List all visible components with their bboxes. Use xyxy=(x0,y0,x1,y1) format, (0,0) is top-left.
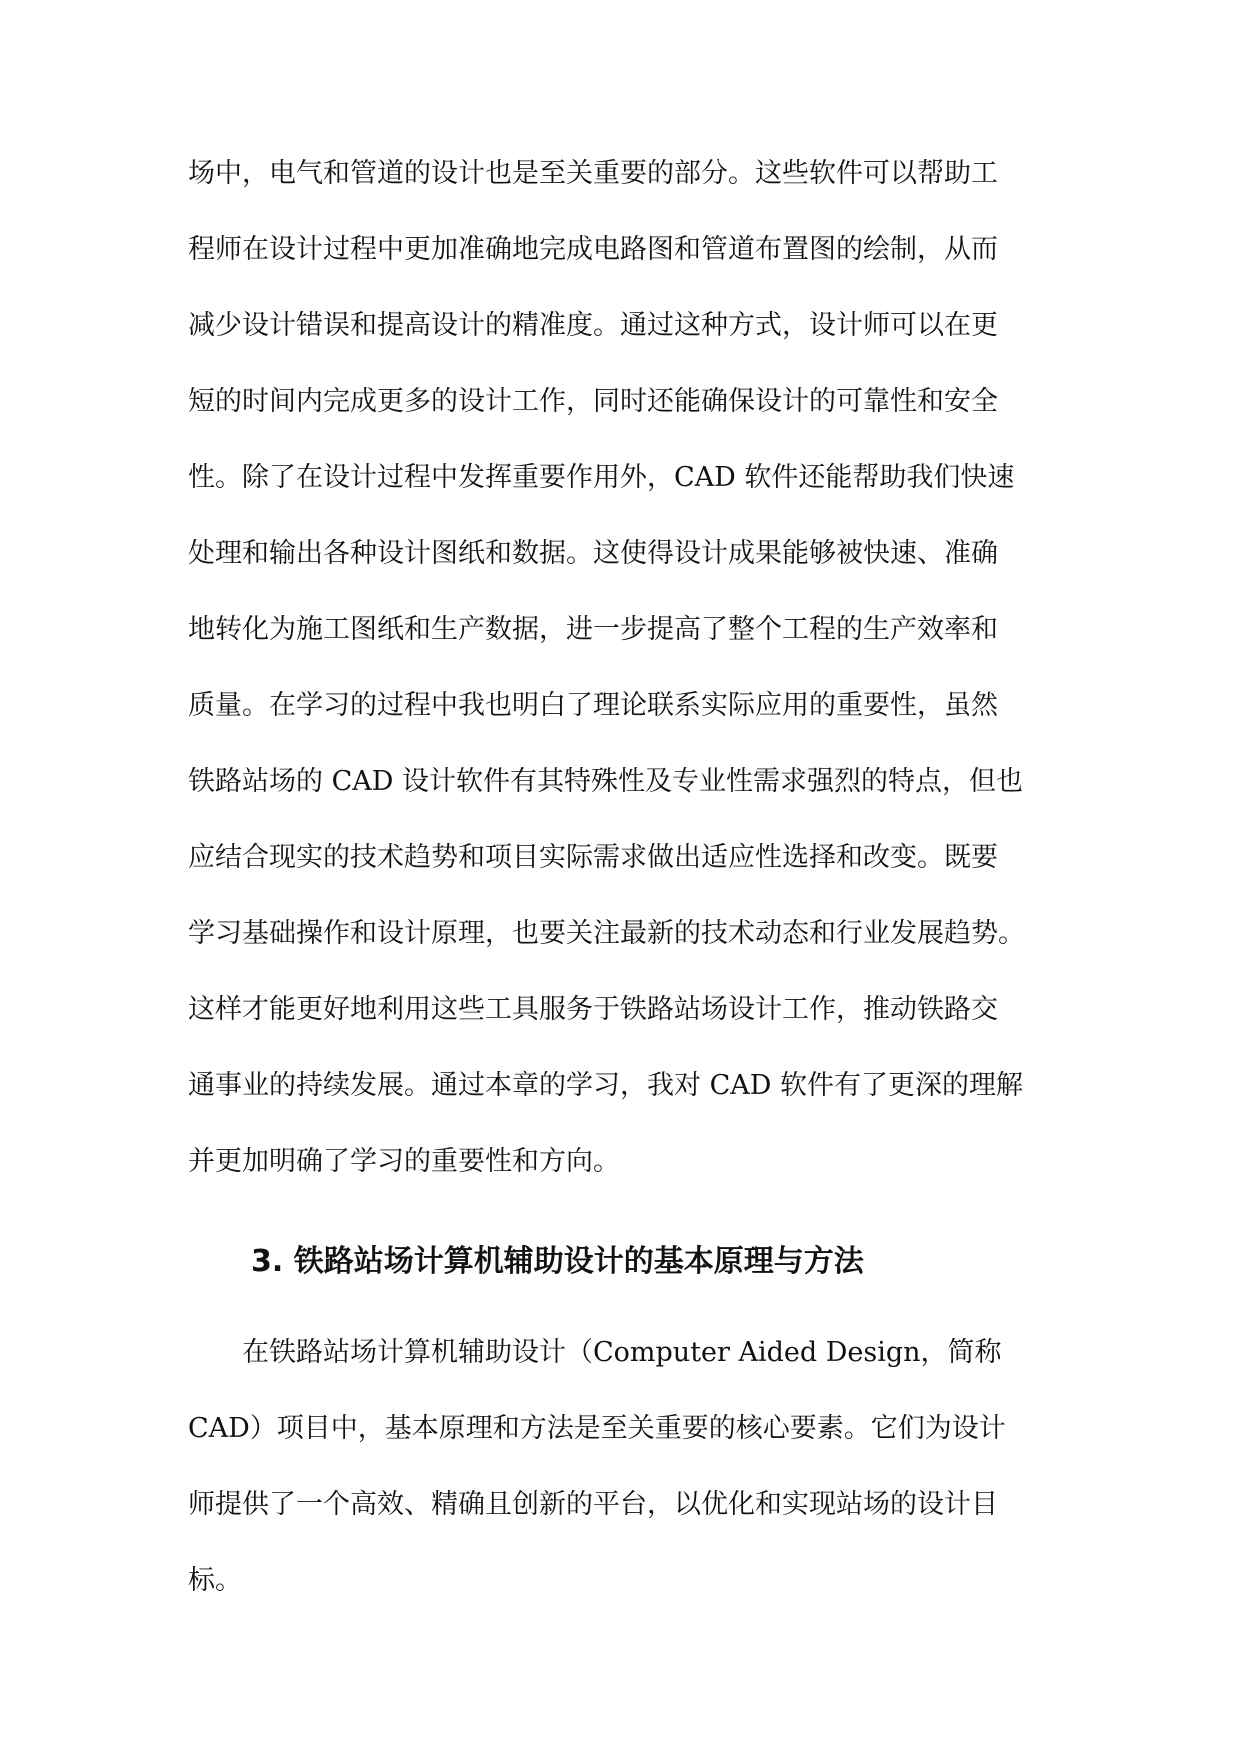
paragraph-cad-principles-intro xyxy=(188,1315,1058,1619)
paragraph-line: 并更加明确了学习的重要性和方向。 xyxy=(188,1146,620,1177)
paragraph-line: 程师在设计过程中更加准确地完成电路图和管道布置图的绘制，从而 xyxy=(188,234,998,265)
paragraph-line: 这样才能更好地利用这些工具服务于铁路站场设计工作，推动铁路交 xyxy=(188,994,998,1025)
paragraph-line: 场中，电气和管道的设计也是至关重要的部分。这些软件可以帮助工 xyxy=(188,158,998,189)
paragraph-line: 短的时间内完成更多的设计工作，同时还能确保设计的可靠性和安全 xyxy=(188,386,998,417)
paragraph-line: 铁路站场的 CAD 设计软件有其特殊性及专业性需求强烈的特点，但也 xyxy=(188,766,1023,797)
section-heading: 3. 铁路站场计算机辅助设计的基本原理与方法 xyxy=(251,1244,864,1279)
paragraph-line: 在铁路站场计算机辅助设计（Computer Aided Design，简称 xyxy=(188,1337,1002,1368)
paragraph-line: 性。除了在设计过程中发挥重要作用外，CAD 软件还能帮助我们快速 xyxy=(188,462,1015,493)
paragraph-line: 通事业的持续发展。通过本章的学习，我对 CAD 软件有了更深的理解 xyxy=(188,1070,1023,1101)
paragraph-line: 减少设计错误和提高设计的精准度。通过这种方式，设计师可以在更 xyxy=(188,310,998,341)
paragraph-cad-software-summary xyxy=(188,136,1058,1200)
paragraph-line: 师提供了一个高效、精确且创新的平台，以优化和实现站场的设计目 xyxy=(188,1489,998,1520)
paragraph-line: 处理和输出各种设计图纸和数据。这使得设计成果能够被快速、准确 xyxy=(188,538,998,569)
paragraph-line: CAD）项目中，基本原理和方法是至关重要的核心要素。它们为设计 xyxy=(188,1413,1006,1444)
paragraph-line: 学习基础操作和设计原理，也要关注最新的技术动态和行业发展趋势。 xyxy=(188,918,1025,949)
paragraph-line: 地转化为施工图纸和生产数据，进一步提高了整个工程的生产效率和 xyxy=(188,614,998,645)
paragraph-line: 标。 xyxy=(188,1565,242,1596)
paragraph-line: 质量。在学习的过程中我也明白了理论联系实际应用的重要性，虽然 xyxy=(188,690,998,721)
paragraph-line: 应结合现实的技术趋势和项目实际需求做出适应性选择和改变。既要 xyxy=(188,842,998,873)
